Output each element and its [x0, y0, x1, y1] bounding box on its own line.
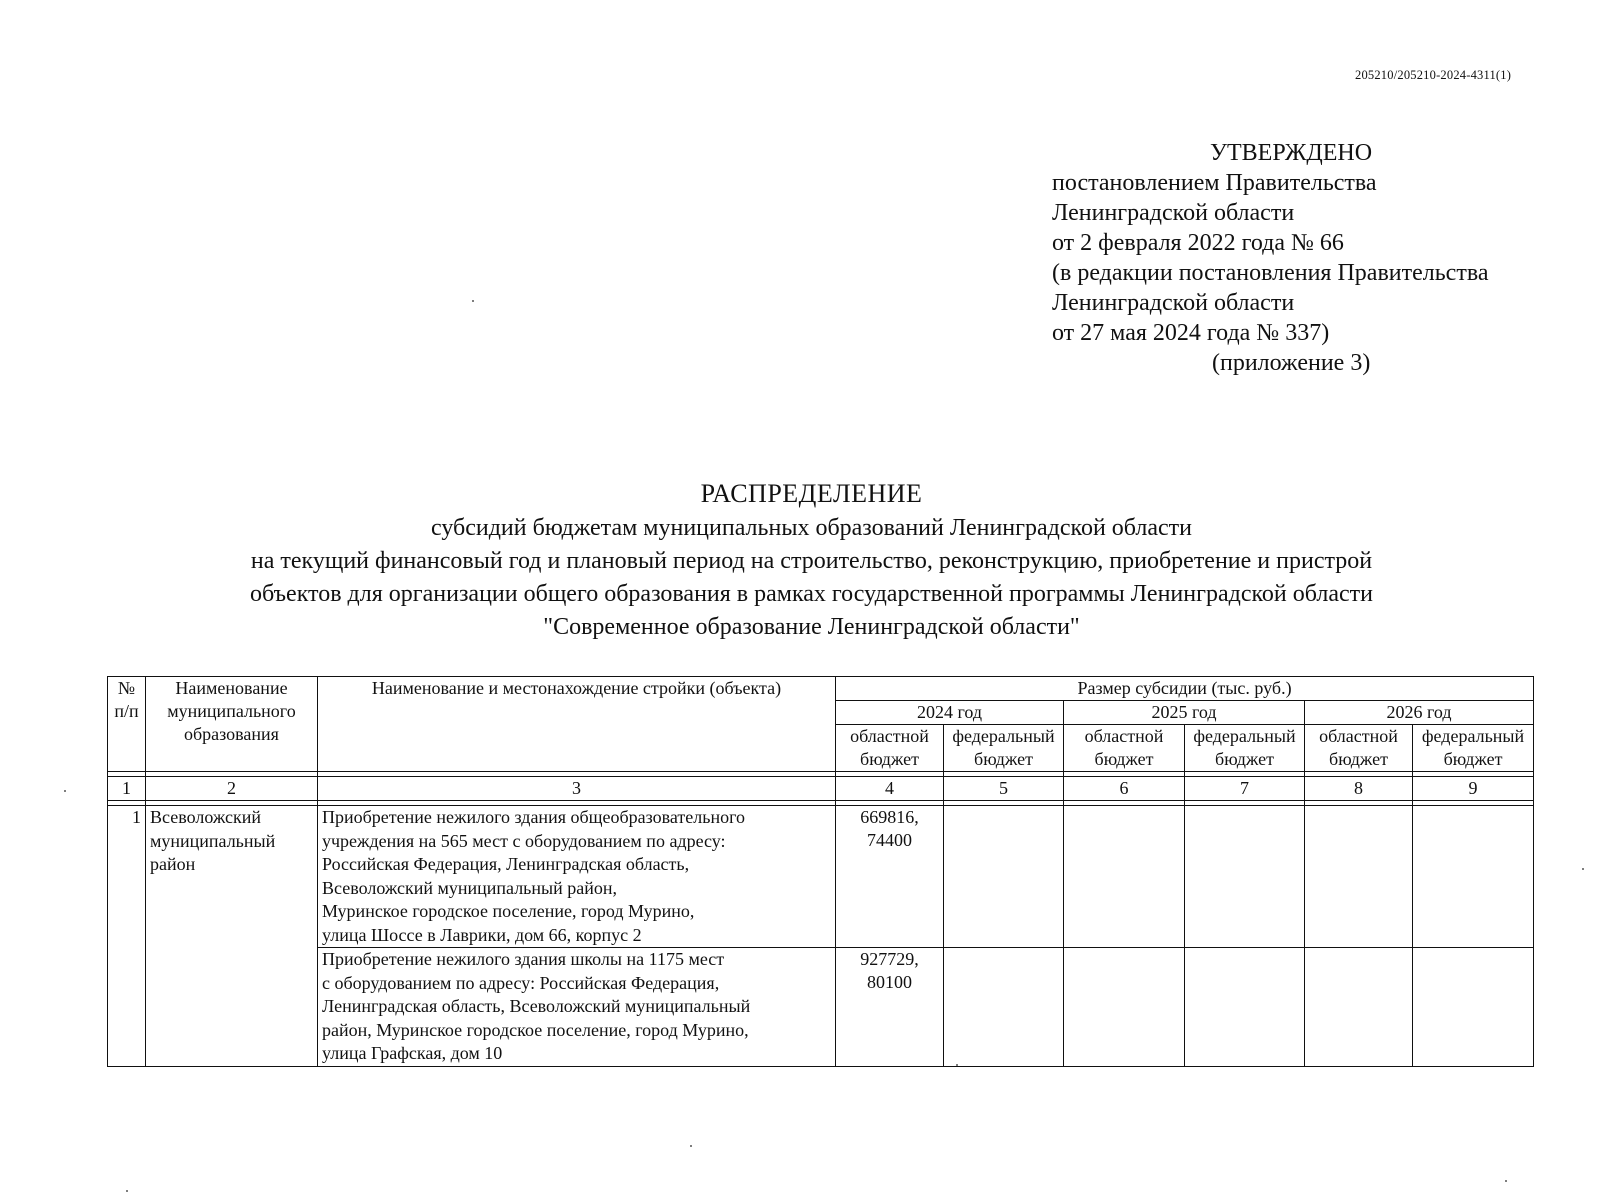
scan-speck — [126, 1190, 128, 1192]
federal-2024-value — [944, 948, 1064, 1067]
federal-2024-value — [944, 806, 1064, 948]
column-number: 3 — [318, 777, 836, 801]
object-line: Ленинградская область, Всеволожский муниципальный — [322, 996, 751, 1016]
approval-line: (в редакции постановления Правительства — [1052, 260, 1489, 286]
header-municipality: Наименование муниципального образования — [146, 677, 318, 772]
table-row — [108, 806, 1534, 948]
object-line: Российская Федерация, Ленинградская область, — [322, 854, 690, 874]
column-number: 5 — [944, 777, 1064, 801]
title-line: объектов для организации общего образования в рамках государственной программы Ленинградской области — [250, 581, 1373, 607]
scan-speck — [690, 1145, 692, 1147]
regional-2024-value: 927729, 80100 — [836, 948, 944, 1067]
scan-speck — [472, 300, 474, 302]
title-line: на текущий финансовый год и плановый период на строительство, реконструкцию, приобретение и пристрой — [250, 548, 1373, 574]
object-line: Всеволожский муниципальный район, — [322, 877, 617, 898]
row-number: 1 — [108, 806, 146, 1067]
object-description — [318, 806, 836, 948]
approval-heading: УТВЕРЖДЕНО — [1210, 140, 1373, 166]
header-federal-budget: федеральный бюджет — [1413, 725, 1534, 772]
header-federal-budget: федеральный бюджет — [944, 725, 1064, 772]
federal-2026-value — [1413, 948, 1534, 1067]
regional-2024-value: 669816, 74400 — [836, 806, 944, 948]
column-number: 6 — [1064, 777, 1185, 801]
regional-2025-value — [1064, 806, 1185, 948]
column-number: 1 — [108, 777, 146, 801]
object-line: Приобретение нежилого здания общеобразовательного — [322, 807, 746, 827]
scan-speck — [64, 790, 66, 792]
header-year-2025: 2025 год — [1064, 701, 1305, 725]
column-number-row — [108, 777, 1534, 801]
municipality-name: Всеволожский муниципальный район — [146, 806, 318, 1067]
header-regional-budget: областной бюджет — [1305, 725, 1413, 772]
object-description — [318, 948, 836, 1067]
title-line: "Современное образование Ленинградской области" — [543, 614, 1080, 640]
header-num: № п/п — [108, 677, 146, 772]
header-federal-budget: федеральный бюджет — [1185, 725, 1305, 772]
header-subsidy: Размер субсидии (тыс. руб.) — [836, 677, 1534, 701]
approval-line: от 2 февраля 2022 года № 66 — [1052, 230, 1344, 256]
object-line: район, Муринское городское поселение, город Мурино, — [322, 1019, 749, 1040]
column-number: 8 — [1305, 777, 1413, 801]
column-number: 7 — [1185, 777, 1305, 801]
object-line: Муринское городское поселение, город Мурино, — [322, 901, 695, 921]
title-main: РАСПРЕДЕЛЕНИЕ — [700, 479, 923, 508]
header-year-2026: 2026 год — [1305, 701, 1534, 725]
object-line: улица Шоссе в Лаврики, дом 66, корпус 2 — [322, 924, 642, 945]
regional-2026-value — [1305, 948, 1413, 1067]
header-year-2024: 2024 год — [836, 701, 1064, 725]
federal-2025-value — [1185, 948, 1305, 1067]
header-regional-budget: областной бюджет — [1064, 725, 1185, 772]
table-row — [108, 948, 1534, 1067]
document-title — [0, 476, 1623, 644]
approval-stamp — [1052, 138, 1489, 378]
approval-line: Ленинградской области — [1052, 200, 1295, 226]
regional-2026-value — [1305, 806, 1413, 948]
column-number: 2 — [146, 777, 318, 801]
scan-speck — [1582, 868, 1584, 870]
header-regional-budget: областной бюджет — [836, 725, 944, 772]
approval-line: постановлением Правительства — [1052, 170, 1377, 196]
federal-2026-value — [1413, 806, 1534, 948]
title-line: субсидий бюджетам муниципальных образований Ленинградской области — [430, 515, 1193, 541]
document-id: 205210/205210-2024-4311(1) — [1355, 68, 1512, 82]
appendix-label: (приложение 3) — [1212, 350, 1371, 376]
federal-2025-value — [1185, 806, 1305, 948]
column-number: 9 — [1413, 777, 1534, 801]
subsidy-distribution-table — [107, 676, 1534, 1067]
object-line: учреждения на 565 мест с оборудованием по адресу: — [322, 830, 726, 851]
approval-line: Ленинградской области — [1052, 290, 1295, 316]
scan-speck — [1505, 1180, 1507, 1182]
object-line: Приобретение нежилого здания школы на 1175 мест — [322, 949, 725, 969]
object-line: улица Графская, дом 10 — [322, 1043, 503, 1063]
column-number: 4 — [836, 777, 944, 801]
header-object: Наименование и местонахождение стройки (объекта) — [318, 677, 836, 772]
scan-speck — [956, 1064, 958, 1066]
regional-2025-value — [1064, 948, 1185, 1067]
object-line: с оборудованием по адресу: Российская Федерация, — [322, 972, 720, 993]
approval-line: от 27 мая 2024 года № 337) — [1052, 320, 1330, 346]
